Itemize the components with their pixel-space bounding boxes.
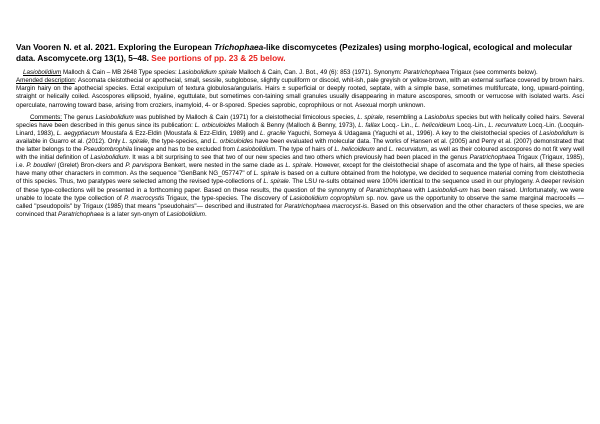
amended-label: Amended description	[16, 77, 75, 85]
taxon: L. recurvatum	[488, 121, 527, 129]
taxon: Lasiobolus	[424, 113, 455, 121]
taxon: P. macrocystis	[123, 194, 165, 202]
comments-text: Locq.-Lin. (Locquin-Linard, 1983),	[16, 121, 584, 137]
comments-text: . The type of hairs of	[275, 146, 335, 154]
type-species: Lasiobolidium spirale	[178, 69, 237, 77]
taxon: Paratrichophaea	[469, 154, 516, 162]
comments-text: , resembling a	[382, 113, 425, 121]
comments-text: Trigaux (Trigaux, 1985), i.e.	[16, 154, 584, 170]
comments-text: Locq.- Lin.,	[380, 121, 415, 129]
comments-text: The genus	[61, 113, 96, 121]
comments-text: (Grelet) Bron-ckers and	[55, 162, 126, 170]
taxon: Lasiobolidium	[166, 210, 206, 218]
comments-text: Yaguchi, Someya & Udagawa (Yaguchi et al., 1996). A key to the cleistothecial species of	[285, 129, 540, 137]
comments-text: was published by Malloch & Cain (1971) for a cleistothecial fimicolous species,	[133, 113, 358, 121]
genus-authority: Malloch & Cain – MB 2648 Type species:	[61, 69, 179, 77]
comments-text: has been raised. Unfortunately, we were unable to locate the type collection of	[16, 186, 584, 202]
taxon-entry	[16, 69, 584, 109]
taxon: Paratrichophaea macrocyst-is	[284, 202, 368, 210]
synonym-note: Trigaux (see comments below).	[449, 69, 538, 77]
see-pages-note: See portions of pp. 23 & 25 below.	[151, 52, 286, 63]
taxon: L. orbiculoides	[212, 137, 254, 145]
citation	[16, 42, 584, 63]
comments-text: Locq.-Lin.,	[455, 121, 489, 129]
taxon: L. fallax	[358, 121, 380, 129]
comments-text: lineage and has to be excluded from	[132, 146, 238, 154]
citation-title: -like discomycetes (Pezizales) using morpho-logical, ecological and molecular data. Ascomycete.org 13(1), 5–48.	[16, 42, 573, 63]
citation-genus: Trichophaea	[214, 42, 264, 52]
comments-paragraph	[16, 114, 584, 219]
taxon: Lasiobolidium	[237, 146, 276, 154]
comments-text: . It was a bit surprising to see that two of our new species and two others which previously had been placed in the genus	[128, 154, 470, 162]
amended-description: : Ascomata cleistothecial or apothecial, small, sessile, subglobose, slightly cupuliform or discoid, whit-ish, pale greyish or yellow-brown, with an external surface covered by brown hairs. Margin hairy on the apothecial species. Ectal excipulum of textura globulosa/angularis. Hairs ± superficial or deeply rooted, septate, with a simple base, sometimes multifurcate, long, upward-pointing, straight or helically coiled. Ascospores ellipsoid, hyaline, eguttulate, but sometimes con-taining small granules usually disappearing in mature ascospores, smooth or verrucose with isolated warts. Asci operculate, narrowing toward base, arising from croziers, inamyloid, 4- or 8-spored. Species saprobic, coprophilous or not. Asexual morph unknown.	[16, 77, 584, 109]
taxon: Lasiobolidium	[539, 129, 578, 137]
comments-text: is a later syn-onym of	[103, 210, 167, 218]
comments-text: have been evaluated with molecular data. The works of Hansen et al. (2005) and Perry et al. (2007) demonstrated that the latter belongs to the	[16, 137, 585, 154]
taxon: L. helicoideum	[334, 146, 375, 154]
type-authority: Malloch & Cain, Can. J. Bot., 49 (6): 853 (1971). Synonym:	[236, 69, 404, 77]
synonym: Paratrichophaea	[403, 69, 450, 77]
genus-name: Lasiobolidium	[23, 69, 62, 77]
taxon: P. boudieri	[26, 162, 56, 170]
taxon: Lasiobolidi-um	[427, 186, 468, 194]
taxon: L. recurvatum	[388, 146, 428, 154]
comments-text: Malloch & Benny (Malloch & Benny, 1973),	[235, 121, 359, 129]
taxon: Lasiobolidium coprophilum	[289, 194, 365, 202]
comments-text: Benkert, were nested in the same clade as	[161, 162, 286, 170]
comments-text: Moustafa & Ezz-Eldin (Moustafa & Ezz-Eldin, 1989) and	[99, 129, 261, 137]
comments-text: . Based on this observation and the other characters of these species, we are convinced that	[16, 202, 584, 218]
comments-text: , as well as their coloured ascospores do not fit very well with the initial definition of	[16, 146, 584, 162]
taxon: Paratrichophaea	[58, 210, 104, 218]
comments-text: and	[374, 146, 389, 154]
comments-text: . However, except for the cleistothecial shape of ascomata and the type of hairs, all these species have many other characters in common. As the sequence "GenBank NG_057747" of	[16, 162, 584, 178]
citation-authors: Van Vooren N. et al. 2021. Exploring the European	[16, 42, 215, 52]
comments-text: is available in Guarro et al. (2012). Only	[16, 129, 584, 145]
taxon: L. helicoideum	[414, 121, 456, 129]
taxon: L. orbiculoides	[194, 121, 236, 129]
taxon: L. aegyptiacum	[56, 129, 100, 137]
taxon: L. gracile	[260, 129, 286, 137]
taxon: Pseudombrophila	[83, 146, 133, 154]
comments-text: with	[411, 186, 428, 194]
comments-text: .	[205, 210, 207, 218]
comments-text: Trigaux, the type-species. The discovery of	[164, 194, 290, 202]
comments-text: is based on a culture obtained from the holotype, we decided to sequence material coming from cleistothecia of this species. Thus, two paratypes were selected among the revised type-collections of	[16, 170, 584, 186]
taxon: L. spirale	[122, 137, 148, 145]
comments-text: sp. nov. gave us the opportunity to observe the same marginal macrocells — called "pseudopoils" by Trigaux (1985) that means "pseudohairs"— described and illustrated for	[16, 194, 584, 210]
taxon: L. spirale	[357, 113, 383, 121]
comments-text: , the type-species, and	[147, 137, 213, 145]
taxon: L. spirale	[253, 170, 280, 178]
taxon: Lasiobolidium	[90, 154, 129, 162]
comments-label: Comments:	[30, 113, 62, 121]
taxon: L. spirale	[263, 178, 289, 186]
taxon: L. spirale	[285, 162, 311, 170]
comments-text: . The LSU re-sults obtained were 100% identical to the sequence used in our phylogeny. A deeper revision of these type-collections will be presented in a forthcoming paper. Based on these results, the question of the synonymy of	[16, 178, 584, 194]
comments-text: species but with helically coiled hairs. Several species have been described in this genus since its publication:	[16, 113, 584, 129]
taxon: P. parvispora	[125, 162, 162, 170]
taxon: Lasiobolidium	[95, 113, 134, 121]
taxon: Paratrichophaea	[365, 186, 412, 194]
